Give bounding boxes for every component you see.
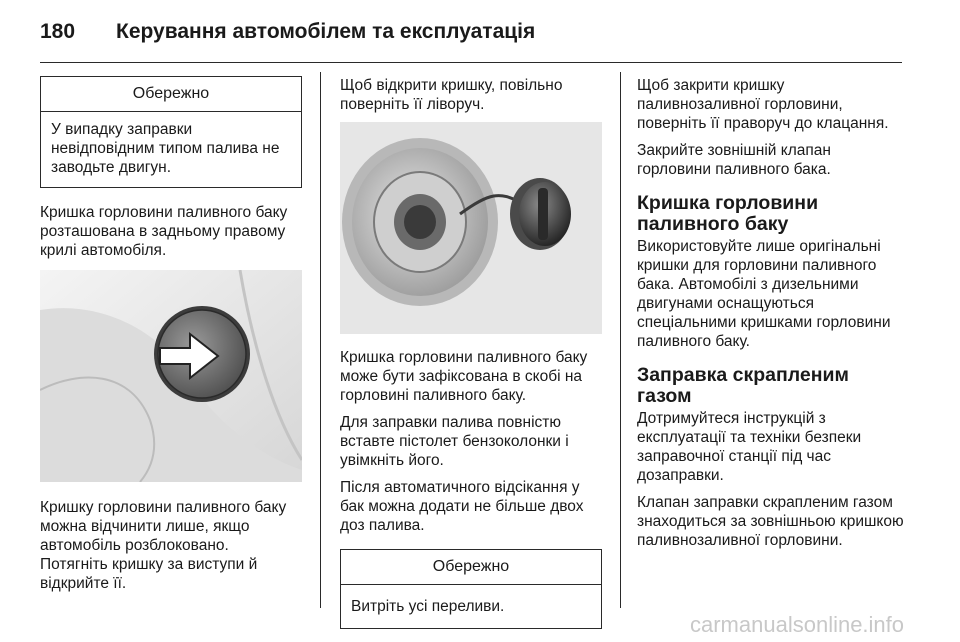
section-heading: Заправка скрапленим газом [637, 364, 849, 407]
warning-box [340, 549, 602, 629]
fuel-cap-photo [340, 122, 602, 334]
paragraph: Щоб відкрити кришку, повільно поверніть її ліворуч. [340, 77, 563, 113]
fuel-door-illustration [40, 270, 302, 482]
fuel-door-photo [40, 270, 302, 482]
page-number: 180 [40, 20, 76, 43]
section-heading: Кришка горловини паливного баку [637, 192, 819, 235]
column-2 [340, 76, 602, 629]
column-divider [620, 72, 621, 608]
paragraph: Для заправки палива повністю вставте пістолет бензоколонки і увімкніть його. [340, 414, 569, 469]
paragraph: Клапан заправки скрапленим газом знаходиться за зовнішньою кришкою паливнозаливної горловини. [637, 494, 904, 549]
paragraph: Використовуйте лише оригінальні кришки для горловини паливного бака. Автомобілі з дизельними двигунами оснащуються спеціальними кришками горловини паливного баку. [637, 238, 891, 350]
paragraph: Кришка горловини паливного баку може бути зафіксована в скобі на горловині паливного баку. [340, 349, 588, 404]
paragraph: Дотримуйтеся інструкцій з експлуатації та техніки безпеки заправочної станції під час дозаправки. [637, 410, 862, 484]
watermark: carmanualsonline.info [690, 612, 905, 637]
warning-text: Витріть усі переливи. [351, 598, 505, 615]
warning-title: Обережно [341, 550, 601, 585]
paragraph: Закрийте зовнішній клапан горловини паливного бака. [637, 142, 831, 178]
column-3 [637, 76, 905, 558]
paragraph: Кришку горловини паливного баку можна відчинити лише, якщо автомобіль розблоковано. [40, 499, 287, 554]
warning-box [40, 76, 302, 188]
column-divider [320, 72, 321, 608]
paragraph: Після автоматичного відсікання у бак можна додати не більше двох доз палива. [340, 479, 584, 534]
page-header [40, 12, 535, 52]
column-1 [40, 76, 302, 601]
warning-text: У випадку заправки невідповідним типом палива не заводьте двигун. [51, 121, 280, 176]
paragraph: Кришка горловини паливного баку розташована в задньому правому крилі автомобіля. [40, 204, 288, 259]
fuel-cap-illustration [340, 122, 602, 334]
paragraph: Потягніть кришку за виступи й відкрийте її. [40, 556, 258, 592]
paragraph: Щоб закрити кришку паливнозаливної горловини, поверніть її праворуч до клацання. [637, 77, 889, 132]
header-divider [40, 62, 902, 63]
warning-title: Обережно [41, 77, 301, 112]
page-title: Керування автомобілем та експлуатація [116, 20, 536, 43]
